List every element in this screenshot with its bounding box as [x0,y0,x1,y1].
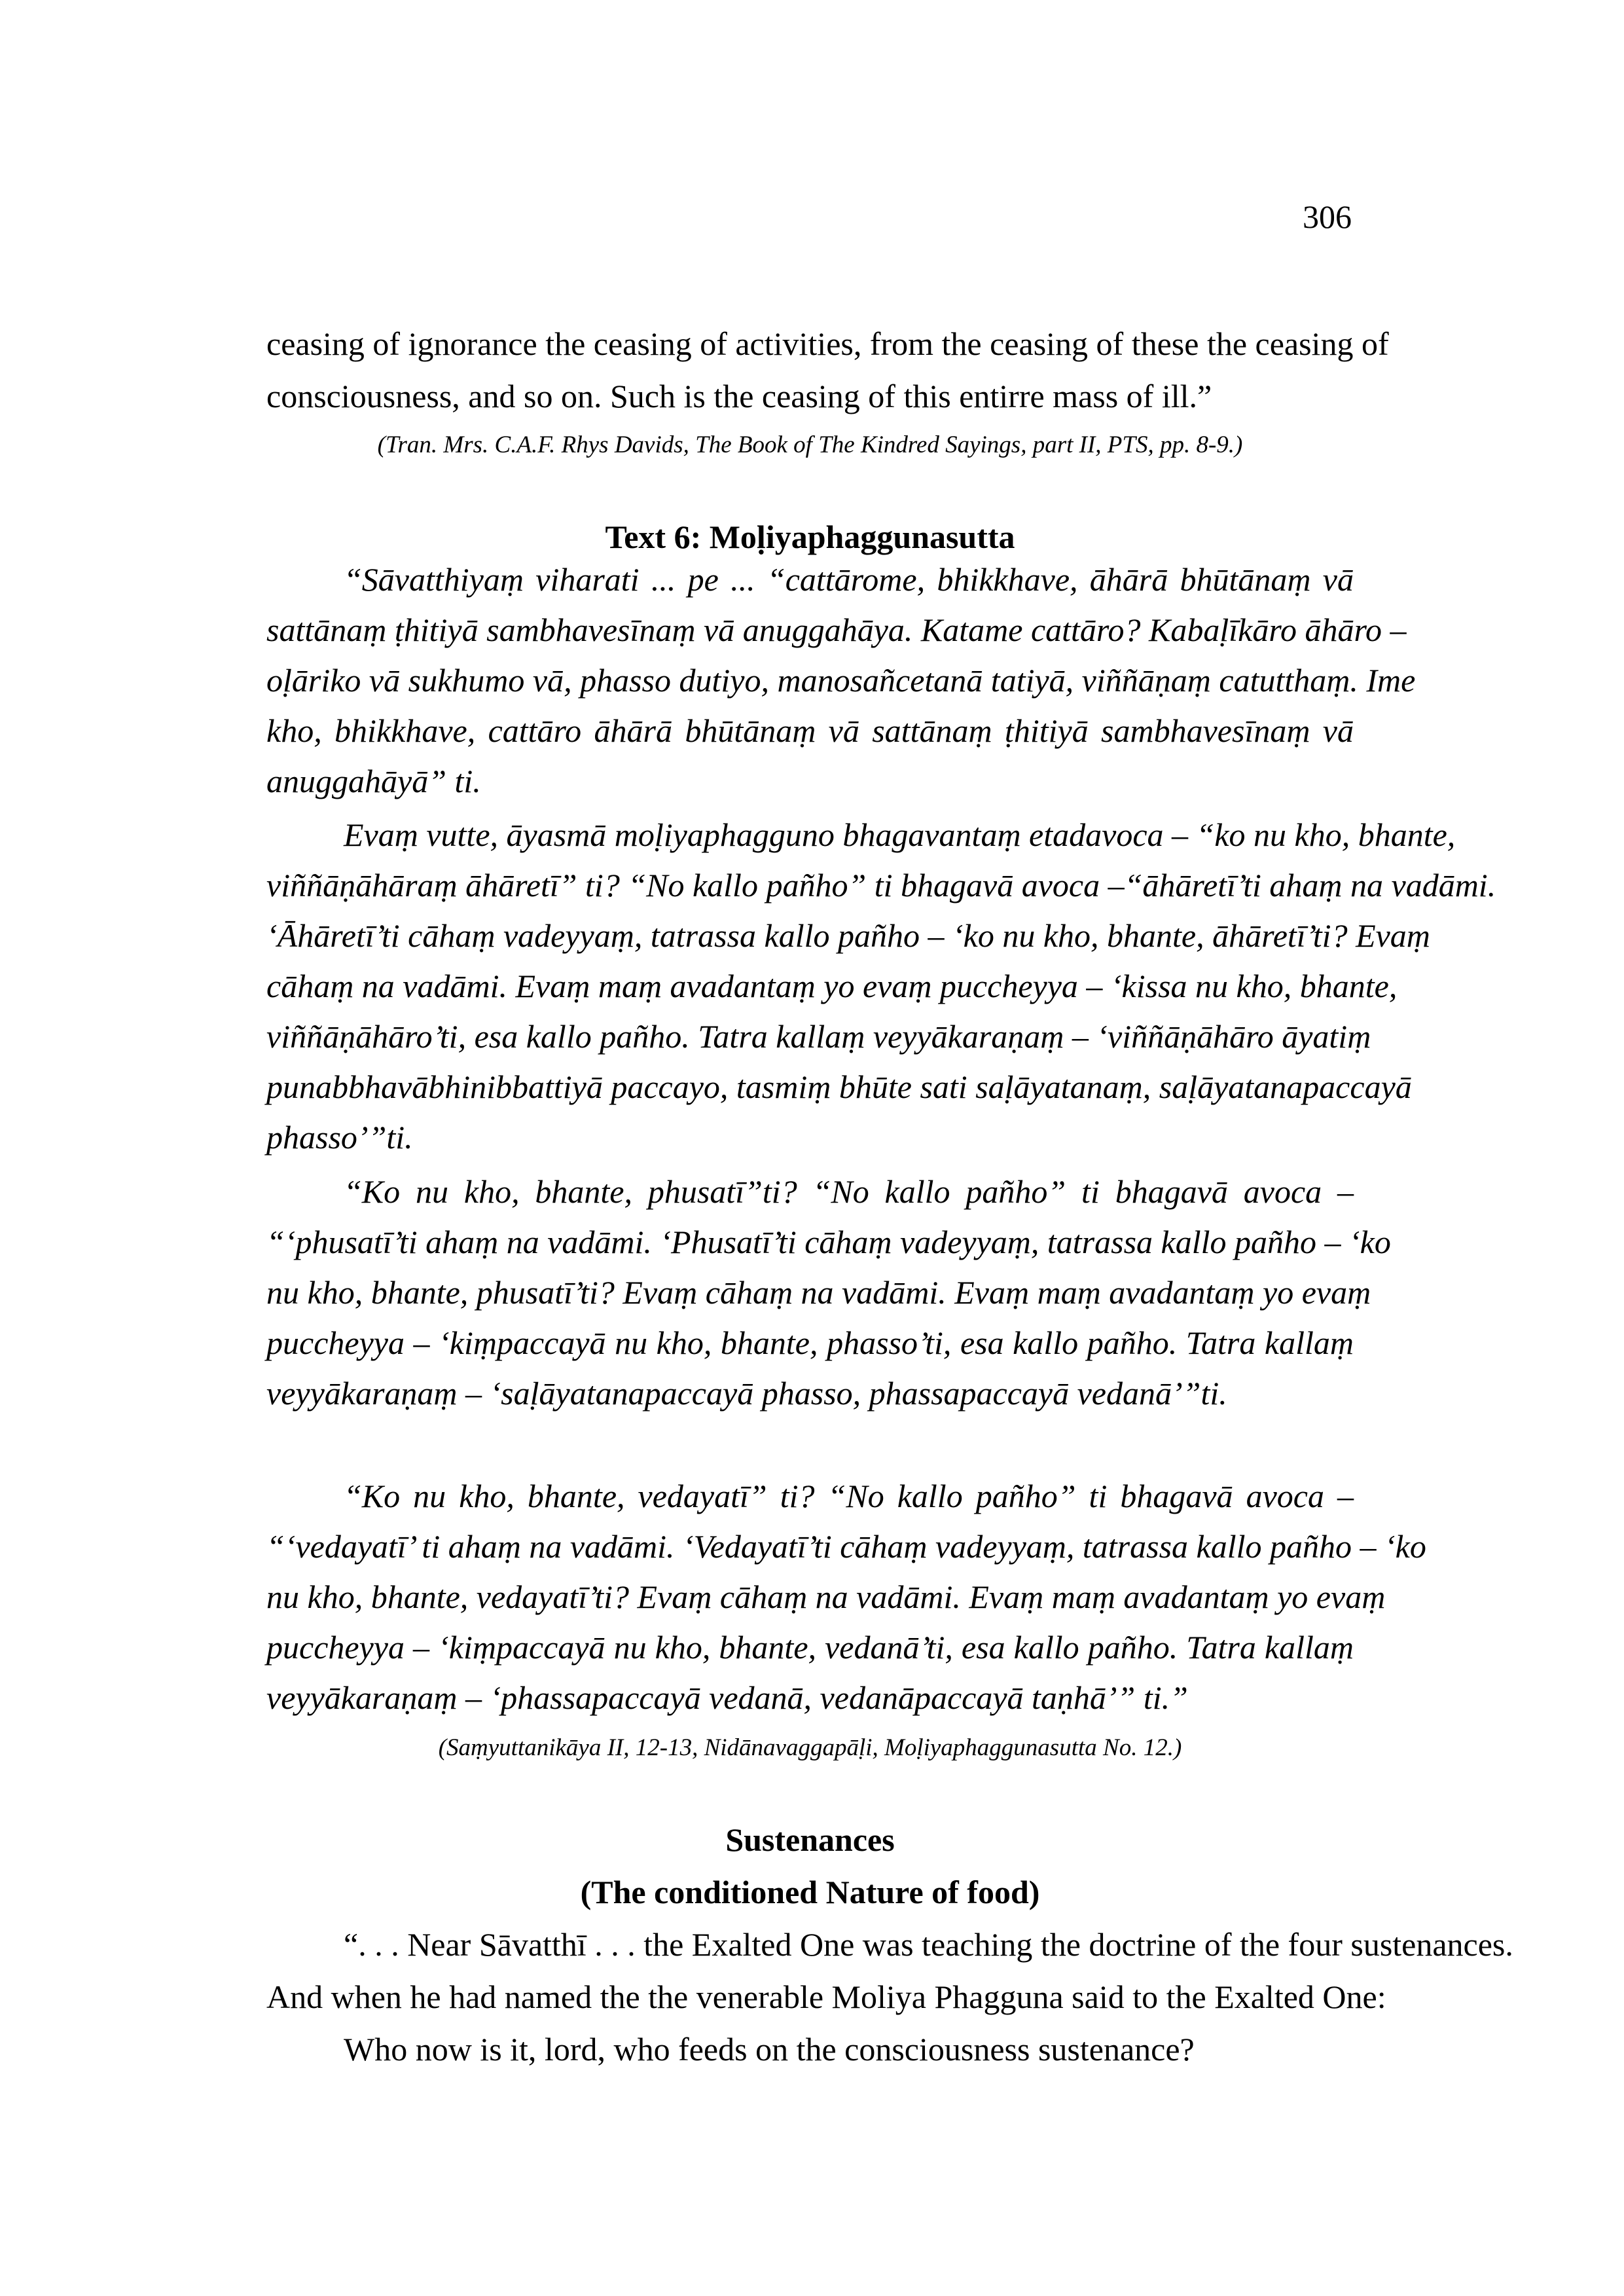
pali-line: “Ko nu kho, bhante, vedayatī” ti? “No kallo pañho” ti bhagavā avoca – [344,1478,1354,1514]
pali-line: punabbhavābhinibbattiyā paccayo, tasmiṃ bhūte sati saḷāyatanaṃ, saḷāyatanapaccayā [266,1068,1412,1105]
citation: (Saṃyuttanikāya II, 12-13, Nidānavaggapāḷi, Moḷiyaphaggunasutta No. 12.) [438,1734,1182,1761]
pali-line: kho, bhikkhave, cattāro āhārā bhūtānaṃ vā sattānaṃ ṭhitiyā sambhavesīnaṃ vā [266,712,1354,749]
section-subtitle: (The conditioned Nature of food) [580,1874,1040,1910]
pali-line: “Ko nu kho, bhante, phusatī”ti? “No kallo pañho” ti bhagavā avoca – [344,1173,1354,1210]
pali-line: Evaṃ vutte, āyasmā moḷiyaphagguno bhagavantaṃ etadavoca – “ko nu kho, bhante, [344,816,1456,853]
body-line: “. . . Near Sāvatthī . . . the Exalted One was teaching the doctrine of the four sustenances. [344,1926,1513,1963]
section-title: Text 6: Moḷiyaphaggunasutta [605,519,1015,555]
pali-line: veyyākaraṇaṃ – ‘phassapaccayā vedanā, vedanāpaccayā taṇhā’” ti.” [266,1679,1188,1716]
body-line: consciousness, and so on. Such is the ceasing of this entirre mass of ill.” [266,378,1212,414]
section-title: Sustenances [725,1821,895,1858]
citation: (Tran. Mrs. C.A.F. Rhys Davids, The Book of The Kindred Sayings, part II, PTS, pp. 8-9.) [377,431,1243,458]
pali-line: ‘Āhāretī’ti cāhaṃ vadeyyaṃ, tatrassa kallo pañho – ‘ko nu kho, bhante, āhāretī’ti? Evaṃ [266,917,1430,954]
pali-line: nu kho, bhante, phusatī’ti? Evaṃ cāhaṃ na vadāmi. Evaṃ maṃ avadantaṃ yo evaṃ [266,1274,1371,1311]
pali-line: nu kho, bhante, vedayatī’ti? Evaṃ cāhaṃ na vadāmi. Evaṃ maṃ avadantaṃ yo evaṃ [266,1578,1386,1615]
pali-line: cāhaṃ na vadāmi. Evaṃ maṃ avadantaṃ yo evaṃ puccheyya – ‘kissa nu kho, bhante, [266,968,1398,1004]
pali-line: oḷāriko vā sukhumo vā, phasso dutiyo, manosañcetanā tatiyā, viññāṇaṃ catutthaṃ. Ime [266,662,1416,699]
pali-line: “‘vedayatī’ ti ahaṃ na vadāmi. ‘Vedayatī’ti cāhaṃ vadeyyaṃ, tatrassa kallo pañho – ‘ko [266,1528,1426,1565]
pali-line: “Sāvatthiyaṃ viharati ... pe ... “cattārome, bhikkhave, āhārā bhūtānaṃ vā [344,561,1354,598]
pali-line: viññāṇāhāro’ti, esa kallo pañho. Tatra kallaṃ veyyākaraṇaṃ – ‘viññāṇāhāro āyatiṃ [266,1018,1371,1055]
pali-line: “‘phusatī’ti ahaṃ na vadāmi. ‘Phusatī’ti cāhaṃ vadeyyaṃ, tatrassa kallo pañho – ‘ko [266,1224,1391,1260]
body-line: Who now is it, lord, who feeds on the consciousness sustenance? [344,2031,1195,2068]
body-line: And when he had named the the venerable Moliya Phagguna said to the Exalted One: [266,1978,1386,2015]
pali-line: puccheyya – ‘kiṃpaccayā nu kho, bhante, phasso’ti, esa kallo pañho. Tatra kallaṃ [266,1324,1354,1361]
body-line: ceasing of ignorance the ceasing of activities, from the ceasing of these the ceasing of [266,325,1389,362]
pali-line: veyyākaraṇaṃ – ‘saḷāyatanapaccayā phasso, phassapaccayā vedanā’”ti. [266,1375,1227,1412]
pali-line: sattānaṃ ṭhitiyā sambhavesīnaṃ vā anuggahāya. Katame cattāro? Kabaḷīkāro āhāro – [266,611,1407,648]
pali-line: phasso’”ti. [266,1119,413,1156]
pali-line: anuggahāyā” ti. [266,763,481,799]
pali-line: puccheyya – ‘kiṃpaccayā nu kho, bhante, vedanā’ti, esa kallo pañho. Tatra kallaṃ [266,1629,1354,1666]
pali-line: viññāṇāhāraṃ āhāretī” ti? “No kallo pañho” ti bhagavā avoca –“āhāretī’ti ahaṃ na vadāmi. [266,867,1496,903]
page-number: 306 [1303,198,1352,235]
